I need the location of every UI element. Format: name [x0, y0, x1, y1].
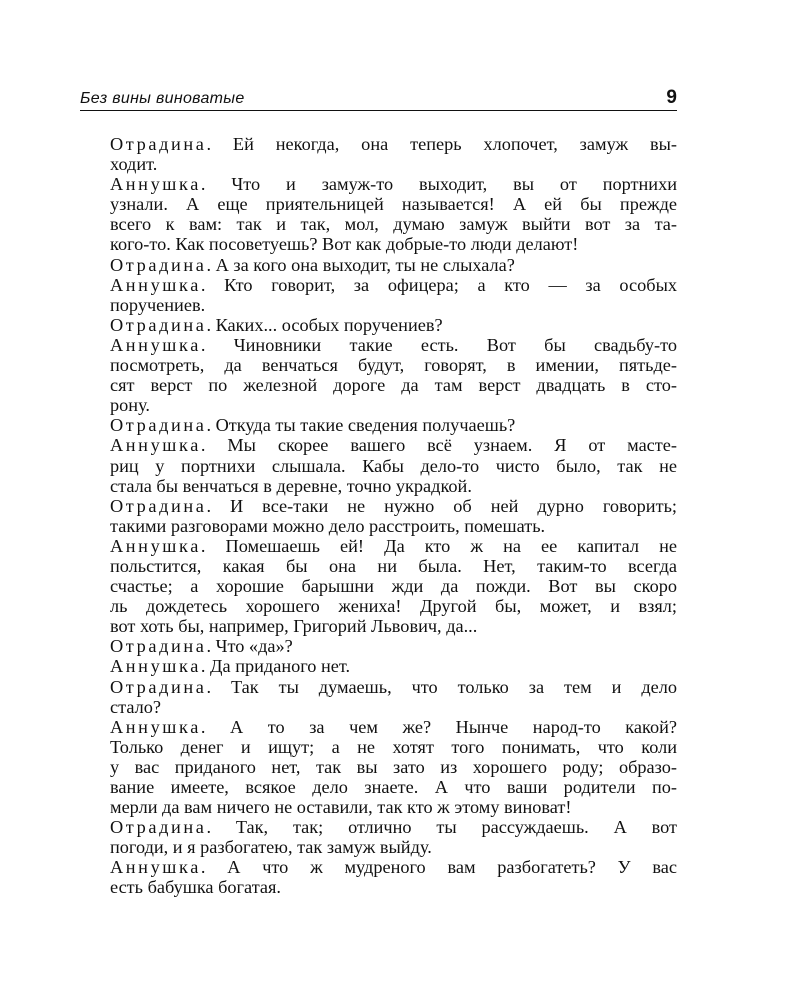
speaker-name: Отрадина: [110, 134, 207, 154]
dialogue-paragraph: [80, 857, 677, 897]
speech-text: . Чиновники такие есть. Вот бы свадьбу-то: [200, 334, 677, 355]
speaker-name: Отрадина: [110, 495, 207, 516]
speaker-name: Отрадина: [110, 636, 207, 657]
text-line: [80, 496, 677, 516]
text-line: [80, 435, 677, 455]
text-line: поручениев.: [110, 294, 206, 315]
dialogue-paragraph: [80, 435, 677, 495]
text-line: [80, 134, 677, 154]
speaker-name: Аннушка: [110, 857, 201, 878]
dialogue-paragraph: [80, 636, 677, 656]
speech-text: . Так ты думаешь, что только за тем и дело: [206, 676, 677, 697]
text-line: ходит.: [110, 154, 158, 175]
text-line: рону.: [110, 395, 150, 416]
dialogue-paragraph: [80, 134, 677, 174]
text-line: [80, 335, 677, 355]
text-line: посмотреть, да венчаться будут, говорят, в имении, пятьде-: [110, 355, 677, 376]
speaker-name: Отрадина: [110, 254, 207, 275]
running-head-title: Без вины виноватые: [80, 90, 245, 107]
speech-text: . Откуда ты такие сведения получаешь?: [206, 415, 516, 436]
speaker-name: Отрадина: [110, 314, 207, 335]
speaker-name: Отрадина: [110, 676, 207, 697]
page-number: 9: [666, 87, 677, 108]
dialogue-paragraph: [80, 717, 677, 817]
speech-text: . Мы скорее вашего всё узнаем. Я от масте-: [200, 435, 677, 456]
dialogue-paragraph: [80, 315, 677, 335]
text-line: сят верст по железной дороге да там верст двадцать в сто-: [110, 375, 677, 396]
dialogue-paragraph: [80, 415, 677, 435]
dialogue-paragraph: [80, 817, 677, 857]
text-line: стало?: [110, 696, 161, 717]
text-line: [80, 315, 677, 335]
speaker-name: Отрадина: [110, 415, 207, 436]
text-line: мерли да вам ничего не оставили, так кто ж этому виноват!: [110, 797, 572, 818]
speech-text: . Кто говорит, за офицера; а кто — за особых: [200, 274, 677, 295]
speaker-name: Аннушка: [110, 535, 201, 556]
dialogue-paragraph: [80, 275, 677, 315]
dialogue-paragraph: [80, 677, 677, 717]
text-line: [80, 857, 677, 877]
running-head: [80, 86, 677, 111]
text-line: [80, 656, 677, 676]
text-line: [80, 174, 677, 194]
text-line: кого-то. Как посоветуешь? Вот как добрые-то люди делают!: [110, 234, 579, 255]
speech-text: . А что ж мудреного вам разбогатеть? У вас: [200, 857, 677, 878]
speech-text: . Что «да»?: [206, 636, 293, 657]
text-line: счастье; а хорошие барышни жди да пожди. Вот вы скоро: [110, 576, 677, 597]
dialogue-paragraph: [80, 496, 677, 536]
speech-text: . А за кого она выходит, ты не слыхала?: [206, 254, 515, 275]
text-line: погоди, и я разбогатею, так замуж выйду.: [110, 837, 432, 858]
speaker-name: Аннушка: [110, 435, 201, 456]
speech-text: . Каких... особых поручениев?: [206, 314, 443, 335]
text-line: [80, 636, 677, 656]
speech-text: . А то за чем же? Нынче народ-то какой?: [200, 716, 677, 737]
text-line: Только денег и ищут; а не хотят того понимать, что коли: [110, 736, 677, 757]
text-line: вот хоть бы, например, Григорий Львович, да...: [110, 616, 478, 637]
text-line: [80, 817, 677, 837]
speech-text: . И все-таки не нужно об ней дурно говорить;: [206, 495, 677, 516]
speaker-name: Аннушка: [110, 716, 201, 737]
dialogue-paragraph: [80, 174, 677, 254]
text-line: [80, 677, 677, 697]
text-line: всего к вам: так и так, мол, думаю замуж выйти вот за та-: [110, 214, 677, 235]
play-text: [80, 134, 677, 898]
text-line: стала бы венчаться в деревне, точно украдкой.: [110, 475, 472, 496]
text-line: вание имеете, всякое дело знаете. А что ваши родители по-: [110, 777, 677, 797]
speech-text: . Да приданого нет.: [200, 656, 351, 677]
text-line: ль дождетесь хорошего жениха! Другой бы, может, и взял;: [110, 596, 677, 617]
text-line: риц у портнихи слышала. Кабы дело-то чисто было, так не: [110, 455, 677, 476]
dialogue-paragraph: [80, 255, 677, 275]
text-line: польстится, какая бы она ни была. Нет, таким-то всегда: [110, 555, 677, 576]
speaker-name: Аннушка: [110, 174, 201, 195]
text-line: [80, 255, 677, 275]
text-line: есть бабушка богатая.: [110, 877, 281, 898]
text-line: такими разговорами можно дело расстроить, помешать.: [110, 515, 546, 536]
speaker-name: Аннушка: [110, 656, 201, 677]
dialogue-paragraph: [80, 335, 677, 415]
speaker-name: Отрадина: [110, 817, 207, 838]
text-line: у вас приданого нет, так вы зато из хорошего роду; образо-: [110, 756, 677, 777]
text-line: [80, 536, 677, 556]
text-line: узнали. А еще приятельницей называется! А ей бы прежде: [110, 194, 677, 215]
text-line: [80, 275, 677, 295]
speech-text: . Что и замуж-то выходит, вы от портнихи: [200, 174, 677, 195]
speaker-name: Аннушка: [110, 274, 201, 295]
speech-text: . Ей некогда, она теперь хлопочет, замуж вы-: [206, 134, 677, 154]
speech-text: . Так, так; отлично ты рассуждаешь. А вот: [206, 817, 677, 838]
dialogue-paragraph: [80, 656, 677, 676]
text-line: [80, 717, 677, 737]
text-line: [80, 415, 677, 435]
speaker-name: Аннушка: [110, 334, 201, 355]
speech-text: . Помешаешь ей! Да кто ж на ее капитал не: [200, 535, 677, 556]
dialogue-paragraph: [80, 536, 677, 636]
